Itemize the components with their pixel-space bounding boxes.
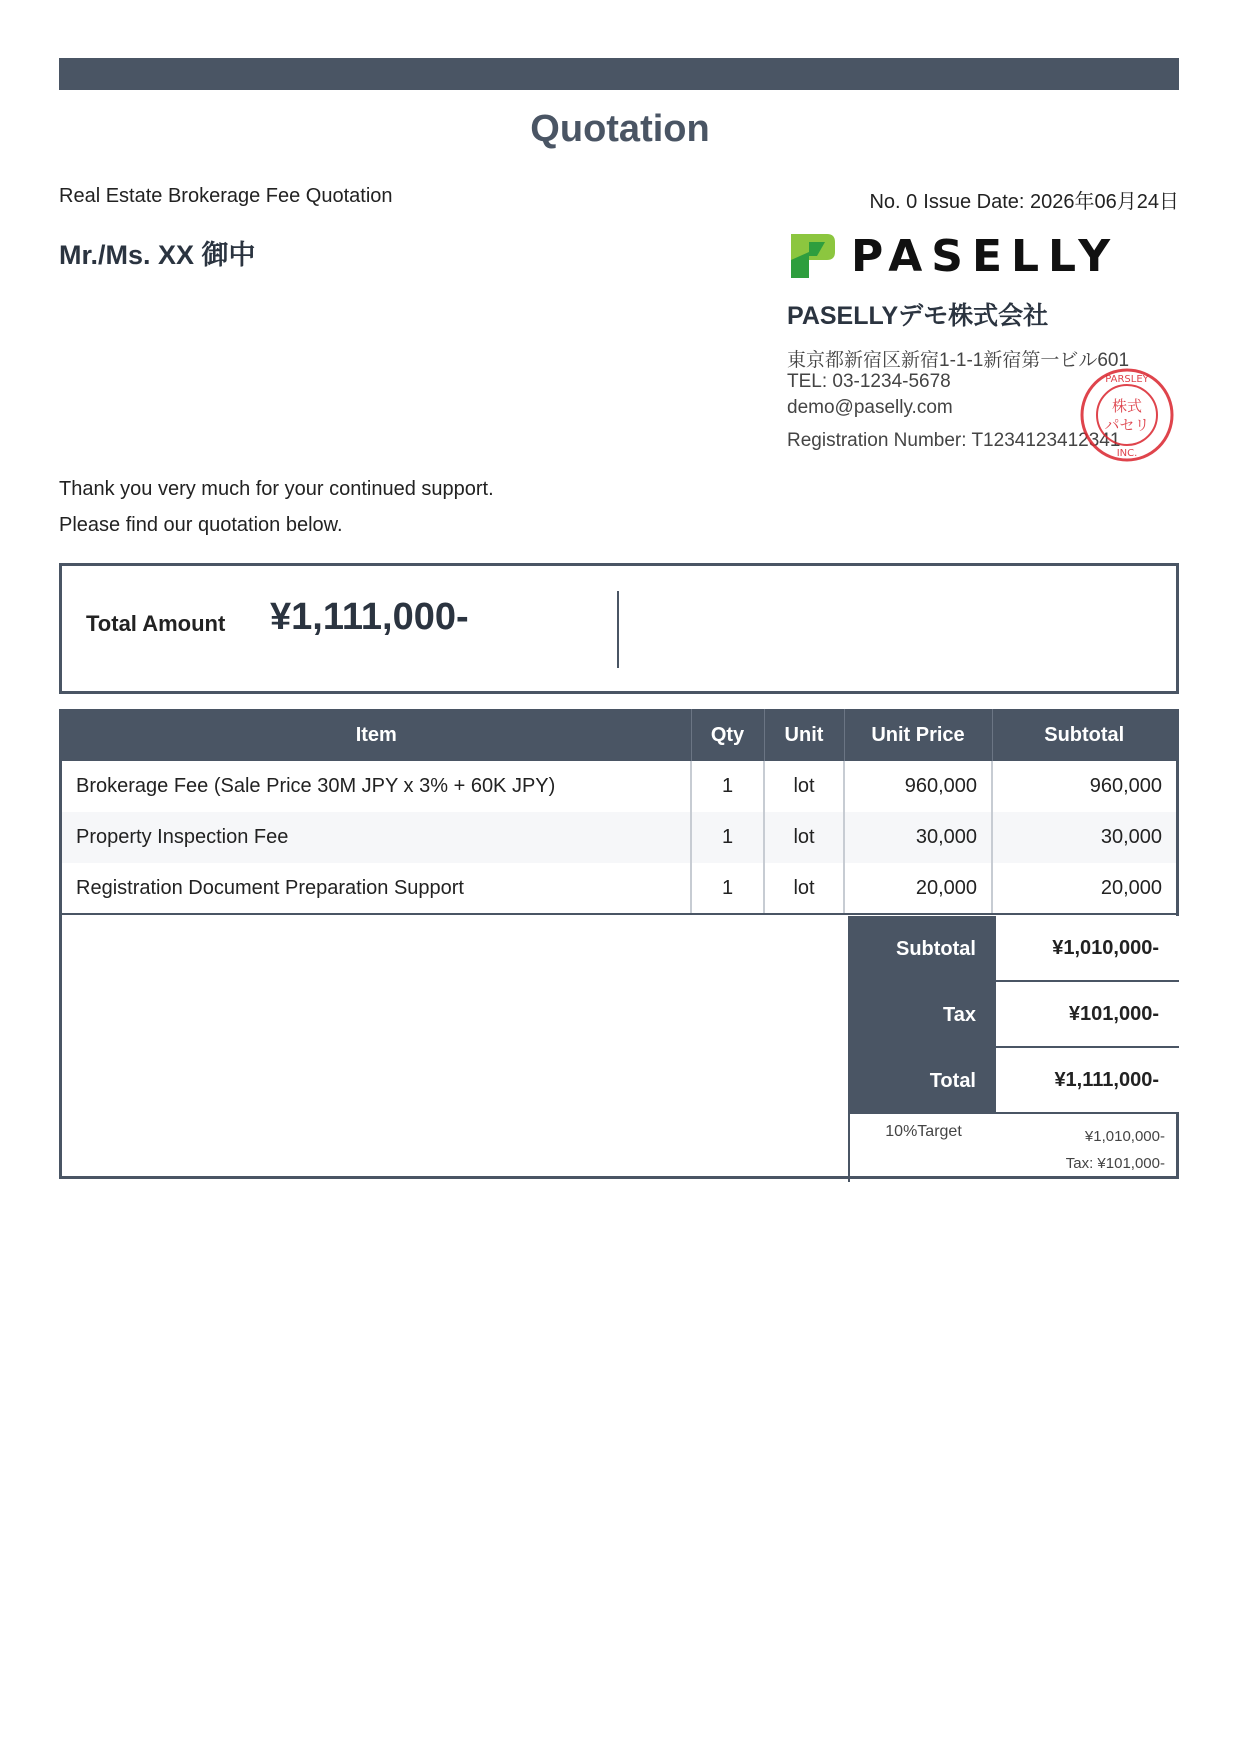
issue-date: Issue Date: 2026年06月24日	[923, 191, 1179, 213]
summary-total-row	[848, 1048, 1179, 1114]
greeting-line-1: Thank you very much for your continued support.	[59, 478, 494, 500]
total-amount-value: ¥1,111,000-	[270, 596, 469, 638]
item-subtotal: 30,000	[992, 812, 1176, 863]
summary-total-value: ¥1,111,000-	[996, 1048, 1179, 1114]
table-row	[62, 863, 1176, 914]
item-unit: lot	[764, 761, 844, 812]
table-row	[62, 761, 1176, 812]
document-subtitle: Real Estate Brokerage Fee Quotation	[59, 185, 393, 207]
item-qty: 1	[691, 863, 764, 914]
col-header-unit-price: Unit Price	[844, 709, 992, 761]
item-subtotal: 960,000	[1089, 775, 1162, 797]
company-seal-stamp	[1078, 366, 1176, 464]
company-address: 東京都新宿区新宿1-1-1新宿第一ビル601	[787, 350, 1130, 371]
summary-total-label: Total	[848, 1048, 996, 1114]
summary-subtotal-row	[848, 916, 1179, 982]
greeting-line-2: Please find our quotation below.	[59, 514, 343, 536]
issue-info	[869, 185, 1179, 214]
company-tel: TEL: 03-1234-5678	[787, 371, 951, 392]
summary-tax-label: Tax	[848, 982, 996, 1048]
svg-text:INC.: INC.	[1116, 448, 1138, 459]
tax-breakdown-values	[997, 1114, 1179, 1182]
table-header-row	[62, 709, 1176, 761]
company-email: demo@paselly.com	[787, 397, 953, 418]
tax-rate-label: 10%Target	[885, 1123, 962, 1140]
header-bar	[59, 58, 1179, 90]
summary-tax-row	[848, 982, 1179, 1048]
item-name: Registration Document Preparation Support	[62, 863, 691, 914]
col-header-unit: Unit	[764, 709, 844, 761]
item-unit-price: 20,000	[844, 863, 992, 914]
tax-breakdown	[848, 1114, 1179, 1182]
item-unit: lot	[764, 863, 844, 914]
document-title: Quotation	[530, 108, 710, 150]
registration-number: Registration Number: T1234123412341	[787, 430, 1121, 451]
svg-text:パセリ: パセリ	[1104, 416, 1150, 434]
item-qty: 1	[691, 812, 764, 863]
total-amount-label: Total Amount	[86, 611, 226, 636]
logo-wordmark: PASELLY	[851, 230, 1120, 282]
item-unit: lot	[764, 812, 844, 863]
summary-block	[848, 916, 1179, 1182]
paselly-leaf-icon	[787, 230, 837, 282]
company-name: PASELLYデモ株式会社	[787, 302, 1049, 330]
summary-subtotal-label: Subtotal	[848, 916, 996, 982]
items-section	[59, 709, 1179, 1179]
total-box-divider	[617, 591, 619, 668]
summary-tax-value: ¥101,000-	[996, 982, 1179, 1048]
tax-base-amount: ¥1,010,000-	[1084, 1128, 1165, 1145]
item-name: Brokerage Fee (Sale Price 30M JPY x 3% + 60K JPY)	[62, 761, 691, 812]
col-header-item: Item	[62, 709, 691, 761]
items-table	[62, 709, 1176, 915]
item-name: Property Inspection Fee	[62, 812, 691, 863]
col-header-subtotal: Subtotal	[992, 709, 1176, 761]
quotation-number: No. 0	[869, 191, 918, 213]
table-row	[62, 812, 1176, 863]
total-amount-box	[59, 563, 1179, 694]
col-header-qty: Qty	[691, 709, 764, 761]
recipient-name: Mr./Ms. XX 御中	[59, 240, 256, 270]
item-unit-price: 30,000	[844, 812, 992, 863]
item-qty: 1	[691, 761, 764, 812]
svg-text:PARSLEY: PARSLEY	[1105, 374, 1149, 385]
item-unit-price: 960,000	[844, 761, 992, 812]
summary-subtotal-value: ¥1,010,000-	[996, 916, 1179, 982]
svg-text:株式: 株式	[1111, 397, 1143, 415]
company-logo	[787, 230, 1119, 282]
tax-amount: Tax: ¥101,000-	[1065, 1155, 1165, 1172]
item-subtotal: 20,000	[992, 863, 1176, 914]
